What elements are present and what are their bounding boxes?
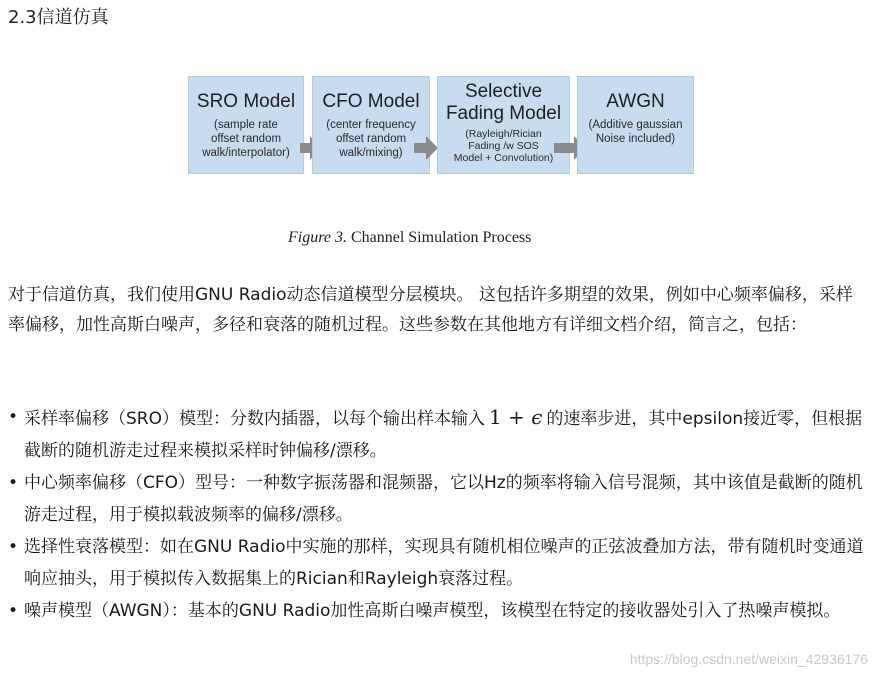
figure-caption (288, 228, 531, 248)
figure-caption-text: Channel Simulation Process (350, 229, 532, 246)
cfo-model-title: CFO Model (322, 91, 420, 112)
list-item-sro: • 采样率偏移（SRO）模型：分数内插器，以每个输出样本输入 1 + ϵ 的速率步进，其中epsilon接近零，但根据截断的随机游走过程来模拟采样时钟偏移/漂移。 (8, 401, 874, 467)
sro-model-block (188, 76, 304, 174)
selective-fading-desc: (Rayleigh/Rician Fading /w SOS Model + Convolution) (453, 128, 554, 164)
channel-simulation-figure (188, 76, 694, 176)
bullet-icon: • (8, 601, 19, 621)
bullet-icon: • (8, 537, 19, 557)
list-item-awgn: • 噪声模型（AWGN）：基本的GNU Radio加性高斯白噪声模型，该模型在特定的接收器处引入了热噪声模拟。 (8, 595, 874, 627)
section-heading: 2.3信道仿真 (8, 7, 109, 28)
cfo-model-desc: (center frequency offset random walk/mixing) (326, 119, 416, 159)
watermark: https://blog.csdn.net/weixin_42936176 (629, 651, 868, 667)
awgn-block (577, 76, 694, 174)
sro-model-title: SRO Model (196, 91, 296, 112)
bullet-icon: • (8, 473, 19, 493)
bullet-icon: • (8, 407, 19, 427)
sro-model-desc: (sample rate offset random walk/interpolator) (202, 119, 290, 159)
list-item-fading: • 选择性衰落模型：如在GNU Radio中实施的那样，实现具有随机相位噪声的正弦波叠加方法，带有随机时变通道响应抽头，用于模拟传入数据集上的Rician和Rayleigh衰落过程。 (8, 531, 874, 595)
awgn-desc: (Additive gaussian Noise included) (588, 119, 683, 145)
figure-caption-label: Figure 3. (288, 229, 347, 246)
selective-fading-block (437, 76, 570, 174)
cfo-model-block (312, 76, 430, 174)
list-item-cfo: • 中心频率偏移（CFO）型号：一种数字振荡器和混频器，它以Hz的频率将输入信号混频，其中该值是截断的随机游走过程，用于模拟载波频率的偏移/漂移。 (8, 467, 874, 531)
parameter-list (8, 401, 874, 627)
math-expression: 1 + ϵ (488, 405, 543, 429)
selective-fading-title: Selective Fading Model (445, 81, 562, 124)
intro-paragraph: 对于信道仿真，我们使用GNU Radio动态信道模型分层模块。 这包括许多期望的效果，例如中心频率偏移，采样率偏移，加性高斯白噪声，多径和衰落的随机过程。这些参数在其他地方有详细文档介绍，简言之，包括： (8, 285, 853, 335)
awgn-title: AWGN (606, 91, 665, 112)
